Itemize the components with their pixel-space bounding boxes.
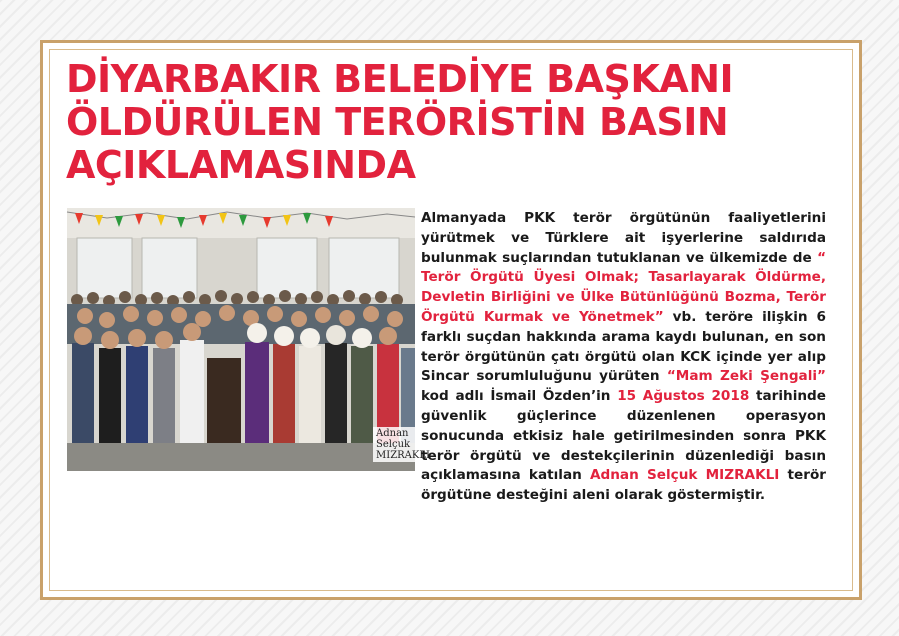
date-highlight: 15 Ağustos 2018 xyxy=(617,388,750,405)
charges-highlight: “ Terör Örgütü Üyesi Olmak; Tasarlayarak Öldürme, Devletin Birliğini ve Ülke Bütünlüğünü Bozma, Terör Örgütü Kurmak ve Yönetmek” xyxy=(421,249,826,325)
article-text-3: kod adlı İsmail Özden’in xyxy=(421,388,618,405)
person-name-highlight: Adnan Selçuk MIZRAKLI xyxy=(590,467,780,484)
codename-highlight: “Mam Zeki Şengali” xyxy=(666,368,826,385)
headline-line-3: AÇIKLAMASINDA xyxy=(66,143,416,187)
photo-caption: Adnan Selçuk MIZRAKLI xyxy=(373,427,433,462)
article-text-4: tarihinde güvenlik güçlerince düzenlenen operasyon sonucunda etkisiz hale getirilmesinden sonra PKK terör örgütü ve destekçilerinin düzenlediği basın açıklamasına katılan xyxy=(421,388,826,484)
crowd-illustration xyxy=(67,208,415,471)
press-conference-photo xyxy=(67,208,430,471)
headline-line-2: ÖLDÜRÜLEN TERÖRİSTİN BASIN xyxy=(66,100,729,144)
headline-line-1: DİYARBAKIR BELEDİYE BAŞKANI xyxy=(66,57,734,101)
article-text-1: Almanyada PKK terör örgütünün faaliyetlerini yürütmek ve Türklere ait işyerlerine saldırıda bulunmak suçlarından tutuklanan ve ülkemizde de xyxy=(421,210,826,266)
headline xyxy=(66,58,826,187)
article-body xyxy=(421,209,826,506)
article-text-2: vb. teröre ilişkin 6 farklı suçdan hakkında arama kaydı bulunan, en son terör örgütünün çatı örgütü olan KCK içinde yer alıp Sincar sorumluluğunu yürüten xyxy=(421,308,826,385)
article-text-5: terör örgütüne desteğini aleni olarak göstermiştir. xyxy=(421,467,826,504)
